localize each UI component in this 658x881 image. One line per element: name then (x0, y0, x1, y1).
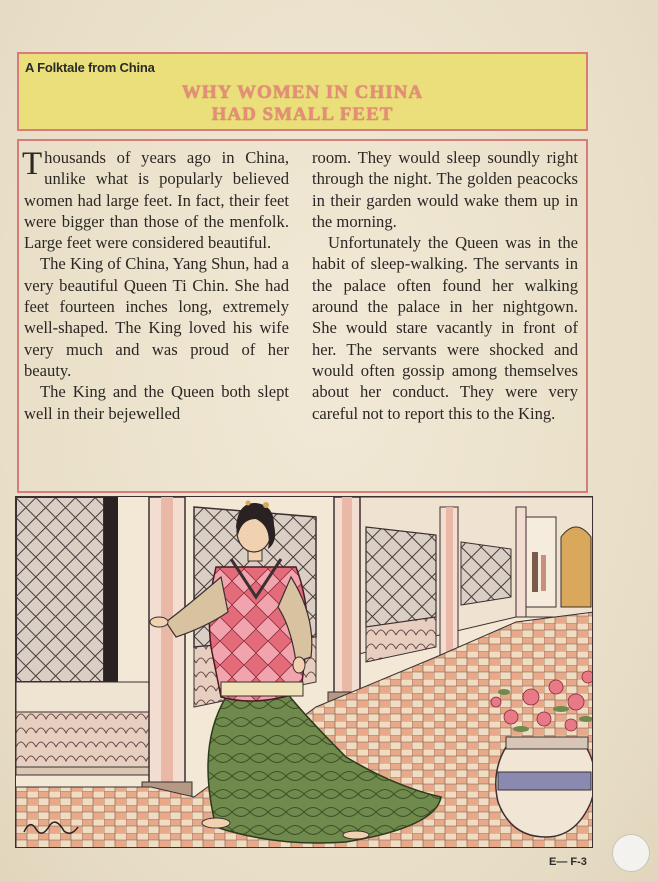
story-text-box (17, 139, 588, 493)
title-banner (17, 52, 588, 131)
text-column-left (24, 147, 289, 424)
story-title (19, 82, 586, 126)
illustration-artwork (16, 497, 593, 848)
paragraph: Unfortunately the Queen was in the habit of sleep-walking. The servants in the palace often found her walking around the palace in her nightgown. She would stare vacantly in front of her. The servants were shocked and would often gossip among themselves about her conduct. They were very careful not to report this to the King. (312, 233, 578, 423)
illustration-queen-sleepwalking (15, 496, 593, 848)
story-title-line-2: HAD SMALL FEET (211, 104, 394, 125)
story-title-line-1: WHY WOMEN IN CHINA (181, 82, 424, 103)
drop-cap: T (22, 146, 43, 182)
paragraph: The King and the Queen both slept well in their bejewelled (24, 382, 289, 423)
paragraph: room. They would sleep soundly right through the night. The golden peacocks in their garden would wake them up in the morning. (312, 148, 578, 231)
paragraph: The King of China, Yang Shun, had a very beautiful Queen Ti Chin. She had feet fourteen inches long, extremely well-shaped. The King loved his wife very much and was proud of her beauty. (24, 254, 289, 380)
paragraph (24, 147, 289, 253)
page-code: E— F-3 (549, 856, 587, 868)
kicker-label: A Folktale from China (25, 60, 155, 75)
publisher-logo (612, 834, 650, 872)
paragraph-text: housands of years ago in China, unlike what is popularly believed women had large feet. In fact, their feet were bigger than those of the menfolk. Large feet were considered beautiful. (24, 148, 289, 253)
text-column-right (312, 147, 578, 424)
